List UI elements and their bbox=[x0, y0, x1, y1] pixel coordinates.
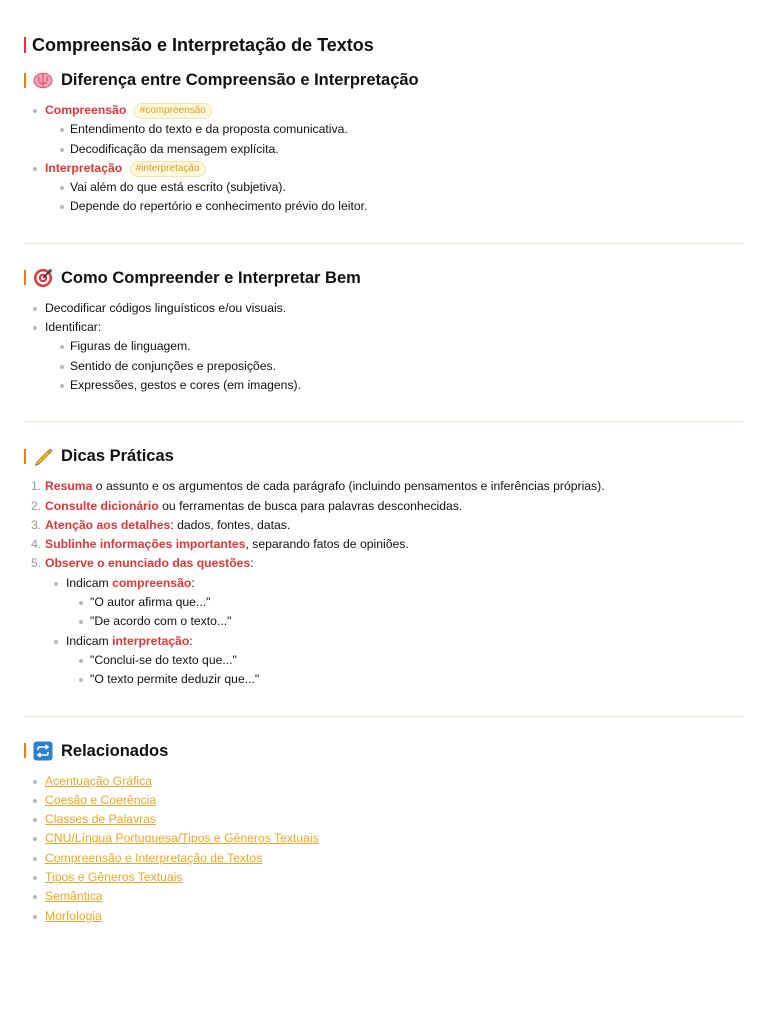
tag-compreensao[interactable]: #compreensão bbox=[134, 103, 212, 119]
list-item bbox=[24, 868, 744, 887]
brain-icon bbox=[33, 70, 53, 90]
section-heading: Como Compreender e Interpretar Bem bbox=[24, 267, 744, 289]
list-item: 1. Resuma o assunto e os argumentos de cada parágrafo (incluindo pensamentos e inferências próprias). bbox=[31, 479, 605, 494]
list-item bbox=[24, 829, 744, 848]
section-heading: Relacionados bbox=[24, 740, 744, 762]
list-item: 2. Consulte dicionário ou ferramentas de busca para palavras desconhecidas. bbox=[31, 498, 463, 513]
heading-bar-marker bbox=[24, 743, 26, 758]
list-item: Decodificar códigos linguísticos e/ou visuais. bbox=[24, 299, 744, 318]
section-como bbox=[24, 267, 744, 395]
list-item bbox=[24, 907, 744, 926]
section-dicas bbox=[24, 445, 744, 689]
list-item: Entendimento do texto e da proposta comunicativa. bbox=[45, 120, 744, 139]
list-item bbox=[24, 772, 744, 791]
section-heading: Diferença entre Compreensão e Interpretação bbox=[24, 69, 744, 91]
related-link[interactable]: CNU/Língua Portuguesa/Tipos e Gêneros Textuais bbox=[45, 831, 319, 846]
title-bar-marker bbox=[24, 37, 26, 53]
dicas-list bbox=[24, 477, 744, 689]
como-list bbox=[24, 299, 744, 395]
target-icon bbox=[33, 268, 53, 288]
diferenca-list bbox=[24, 101, 744, 217]
related-link[interactable]: Coesão e Coerência bbox=[45, 792, 157, 807]
pencil-icon bbox=[33, 446, 53, 466]
repeat-arrows-icon bbox=[33, 741, 53, 761]
list-item: Figuras de linguagem. bbox=[45, 337, 744, 356]
section-divider bbox=[24, 243, 744, 244]
list-item bbox=[24, 849, 744, 868]
sub-list bbox=[45, 120, 744, 159]
sub-list bbox=[45, 337, 744, 395]
list-item: 5. Observe o enunciado das questões: Indicam compreensão: "O autor afirma que..." "De acordo com o texto..." Indicam interpretação: "Conclui-se do texto que..." "O texto permite deduzir que..." bbox=[24, 554, 744, 689]
tag-interpretacao[interactable]: #interpretação bbox=[130, 161, 206, 177]
section-relacionados bbox=[24, 740, 744, 926]
list-item: "De acordo com o texto..." bbox=[66, 612, 744, 631]
section-divider bbox=[24, 716, 744, 717]
heading-bar-marker bbox=[24, 73, 26, 88]
sub-sub-list bbox=[66, 651, 744, 690]
heading-bar-marker bbox=[24, 270, 26, 285]
list-item: Decodificação da mensagem explícita. bbox=[45, 140, 744, 159]
section-heading: Dicas Práticas bbox=[24, 445, 744, 467]
list-item: Depende do repertório e conhecimento prévio do leitor. bbox=[45, 197, 744, 216]
list-item: "O texto permite deduzir que..." bbox=[66, 670, 744, 689]
list-item: Expressões, gestos e cores (em imagens). bbox=[45, 376, 744, 395]
list-item: Sentido de conjunções e preposições. bbox=[45, 357, 744, 376]
related-links-list bbox=[24, 772, 744, 926]
list-item: Interpretação #interpretação Vai além do que está escrito (subjetiva). Depende do repertório e conhecimento prévio do leitor. bbox=[24, 159, 744, 217]
list-item bbox=[24, 887, 744, 906]
list-item: Compreensão #compreensão Entendimento do texto e da proposta comunicativa. Decodificação da mensagem explícita. bbox=[24, 101, 744, 159]
section-diferenca bbox=[24, 69, 744, 217]
related-link[interactable]: Compreensão e Interpretação de Textos bbox=[45, 850, 263, 865]
related-link[interactable]: Classes de Palavras bbox=[45, 812, 157, 827]
list-item bbox=[24, 791, 744, 810]
related-link[interactable]: Semântica bbox=[45, 889, 103, 904]
related-link[interactable]: Tipos e Gêneros Textuais bbox=[45, 870, 183, 885]
sub-list bbox=[45, 574, 744, 690]
list-item bbox=[24, 810, 744, 829]
related-link[interactable]: Acentuação Gráfica bbox=[45, 773, 153, 788]
list-item: 3. Atenção aos detalhes: dados, fontes, datas. bbox=[31, 517, 291, 532]
page-title: Compreensão e Interpretação de Textos bbox=[24, 34, 744, 56]
sub-sub-list bbox=[66, 593, 744, 632]
list-item: Indicam interpretação: "Conclui-se do texto que..." "O texto permite deduzir que..." bbox=[45, 632, 744, 690]
list-item: Identificar: Figuras de linguagem. Sentido de conjunções e preposições. Expressões, gestos e cores (em imagens). bbox=[24, 318, 744, 395]
list-item: "Conclui-se do texto que..." bbox=[66, 651, 744, 670]
list-item: Indicam compreensão: "O autor afirma que..." "De acordo com o texto..." bbox=[45, 574, 744, 632]
heading-bar-marker bbox=[24, 449, 26, 464]
sub-list bbox=[45, 178, 744, 217]
list-item: 4. Sublinhe informações importantes, separando fatos de opiniões. bbox=[31, 537, 409, 552]
related-link[interactable]: Morfologia bbox=[45, 908, 102, 923]
list-item: Vai além do que está escrito (subjetiva). bbox=[45, 178, 744, 197]
section-divider bbox=[24, 421, 744, 422]
list-item: "O autor afirma que..." bbox=[66, 593, 744, 612]
